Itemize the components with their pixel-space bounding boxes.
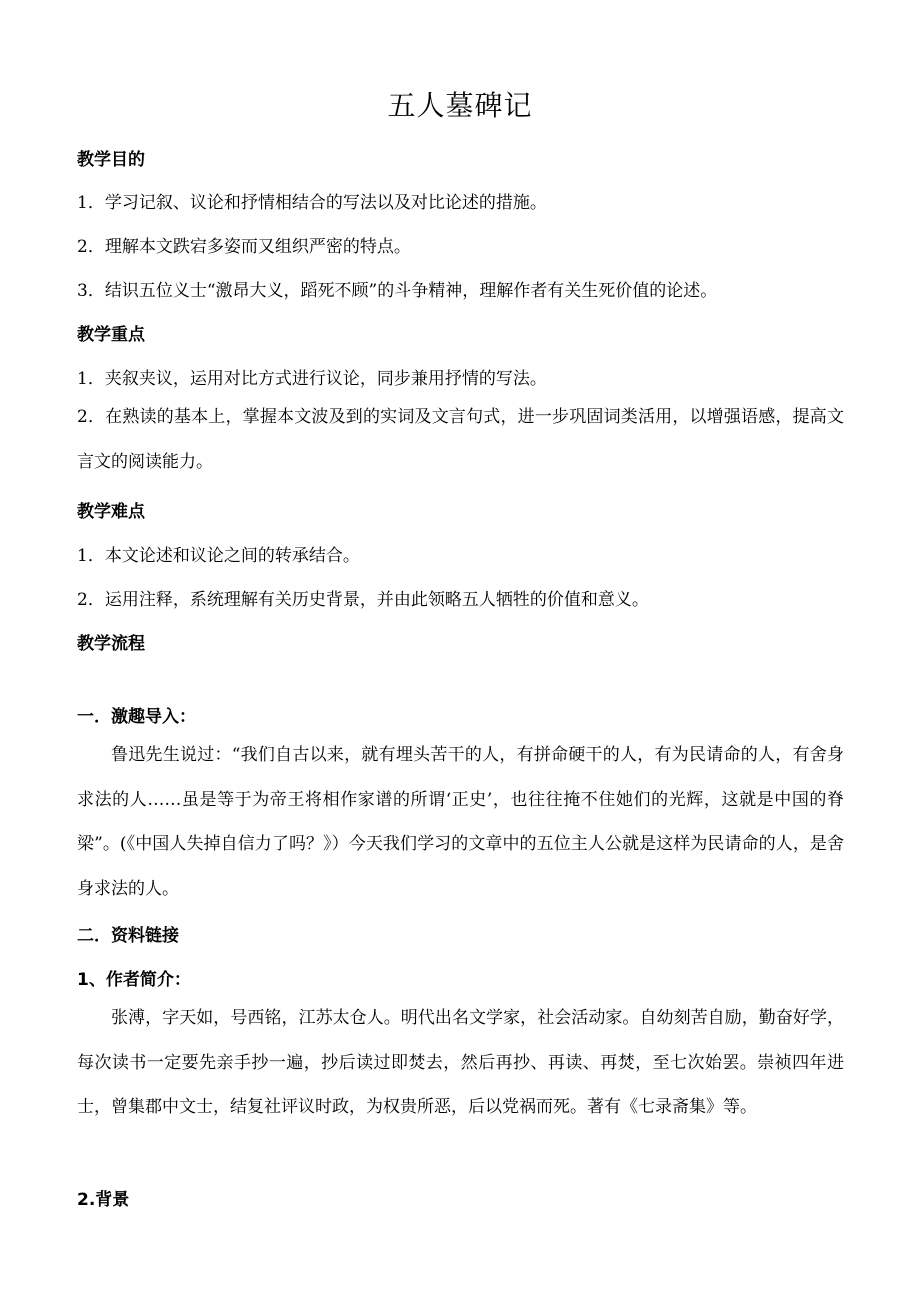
section1-paragraph: 鲁迅先生说过：“我们自古以来，就有埋头苦干的人，有拼命硬干的人，有为民请命的人，有舍身求法的人……虽是等于为帝王将相作家谱的所谓‘正史’，也往往掩不住她们的光辉，这就是中国的脊梁”。(《中国人失掉自信力了吗？》）今天我们学习的文章中的五位主人公就是这样为民请命的人，是舍身求法的人。	[77, 745, 844, 899]
author-heading: 1、作者简介：	[77, 970, 191, 990]
author-paragraph: 张溥，字天如，号西铭，江苏太仓人。明代出名文学家，社会活动家。自幼刻苦自励，勤奋好学，每次读书一定要先亲手抄一遍，抄后读过即焚去，然后再抄、再读、再焚，至七次始罢。崇祯四年进士，曾集郡中文士，结复社评议时政，为权贵所恶，后以党祸而死。著有《七录斋集》等。	[77, 1008, 844, 1117]
difficulty-item-1: 1．本文论述和议论之间的转承结合。	[77, 546, 360, 566]
objective-item-1: 1．学习记叙、议论和抒情相结合的写法以及对比论述的措施。	[77, 193, 547, 213]
section2-heading: 二．资料链接	[77, 926, 179, 946]
difficulties-heading: 教学难点	[77, 502, 145, 522]
key-point-item-1: 1．夹叙夹议，运用对比方式进行议论，同步兼用抒情的写法。	[77, 369, 547, 389]
section1-heading: 一．激趣导入：	[77, 707, 196, 727]
key-point-item-2: 2．在熟读的基本上，掌握本文波及到的实词及文言句式，进一步巩固词类活用，以增强语感，提高文言文的阅读能力。	[77, 407, 844, 472]
key-points-heading: 教学重点	[77, 325, 145, 345]
objective-item-2: 2．理解本文跌宕多姿而又组织严密的特点。	[77, 237, 411, 257]
background-heading: 2.背景	[77, 1190, 130, 1210]
objectives-heading: 教学目的	[77, 150, 145, 170]
objective-item-3: 3．结识五位义士“激昂大义，蹈死不顾”的斗争精神，理解作者有关生死价值的论述。	[77, 281, 718, 301]
page-title: 五人墓碑记	[387, 89, 533, 122]
difficulty-item-2: 2．运用注释，系统理解有关历史背景，并由此领略五人牺牲的价值和意义。	[77, 590, 649, 610]
process-heading: 教学流程	[77, 634, 145, 654]
